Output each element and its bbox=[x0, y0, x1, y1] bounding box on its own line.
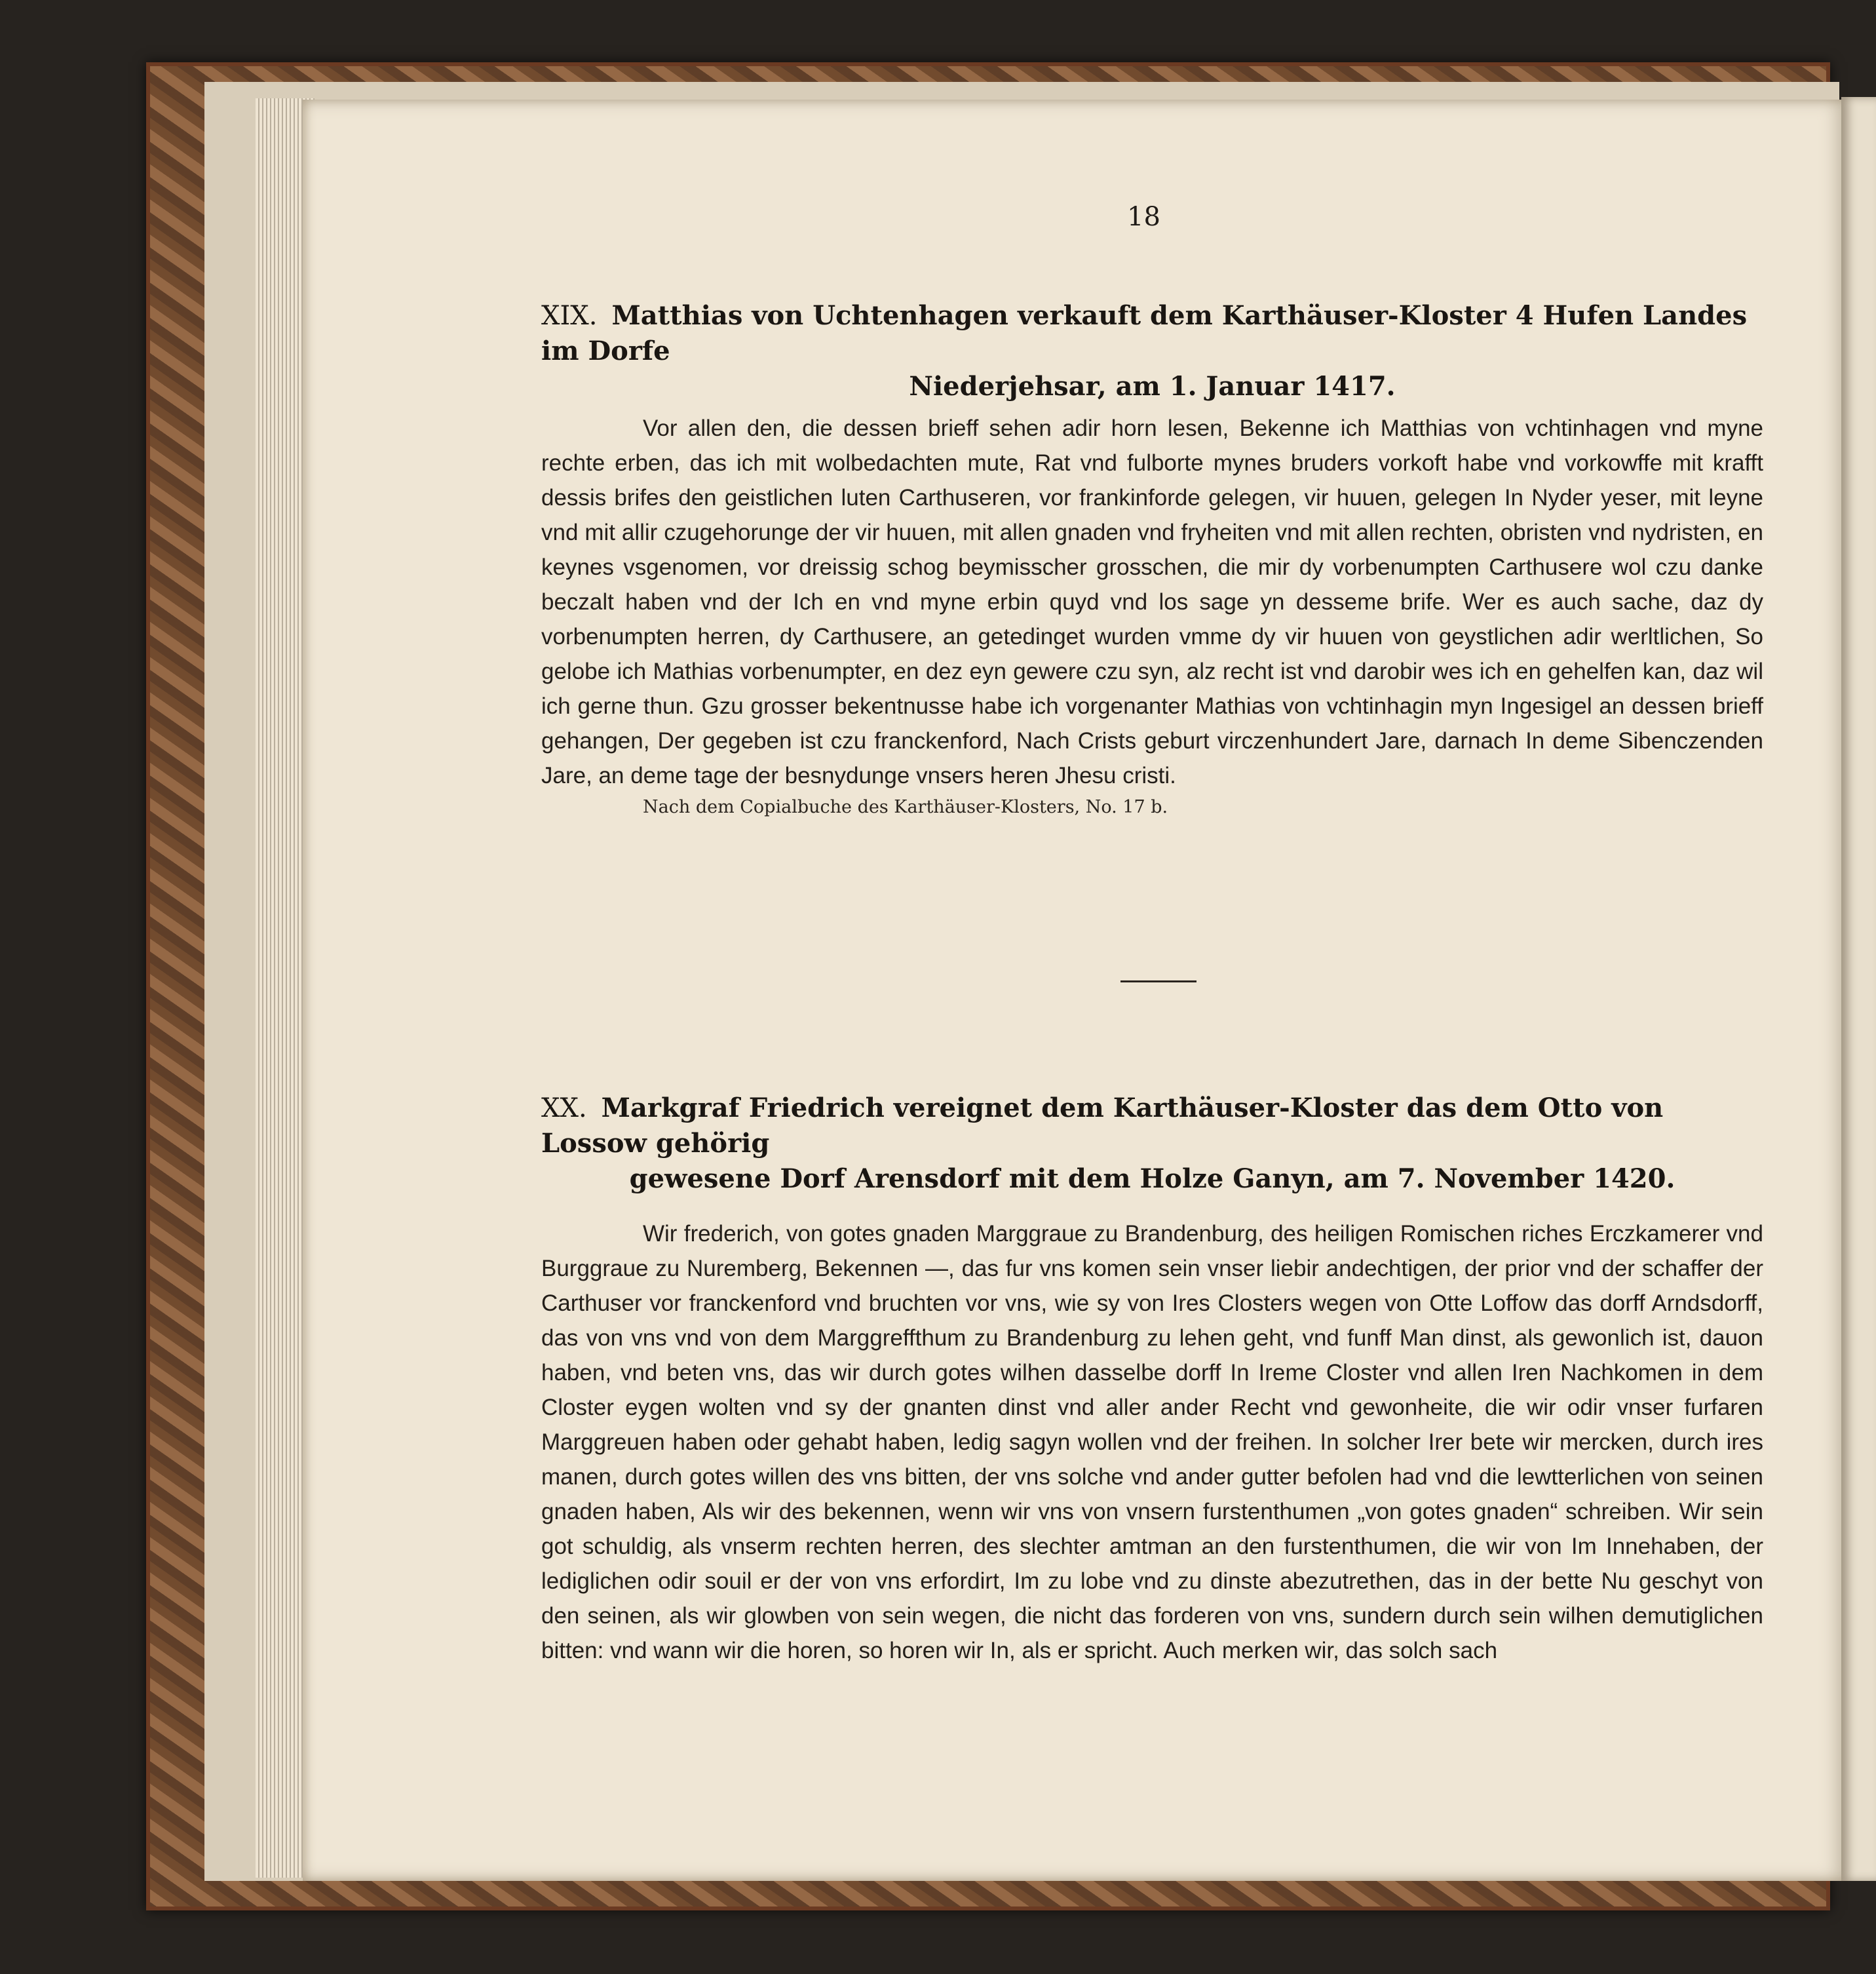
document-heading bbox=[541, 298, 1763, 404]
source-note: Nach dem Copialbuche des Karthäuser-Klosters, No. 17 b. bbox=[643, 797, 1168, 817]
heading-line-2: Niederjehsar, am 1. Januar 1417. bbox=[909, 371, 1396, 402]
heading-line-2: gewesene Dorf Arensdorf mit dem Holze Ganyn, am 7. November 1420. bbox=[629, 1163, 1675, 1194]
document-xx bbox=[541, 1091, 1763, 1668]
facing-page-edge bbox=[1841, 97, 1876, 1881]
heading-line-1: Matthias von Uchtenhagen verkauft dem Karthäuser-Kloster 4 Hufen Landes im Dorfe bbox=[541, 300, 1748, 366]
document-number: XX. bbox=[541, 1093, 587, 1123]
document-xix bbox=[541, 298, 1763, 817]
body-paragraph: Vor allen den, die dessen brieff sehen adir horn lesen, Bekenne ich Matthias von vchtinhagen vnd myne rechte erben, das ich mit wolbedachten mute, Rat vnd fulborte mynes bruders vorkoft habe vnd vorkowffe mit krafft dessis brifes den geistlichen luten Carthuseren, vor frankinforde gelegen, vir huuen, gelegen In Nyder yeser, mit leyne vnd mit allir czugehorunge der vir huuen, mit allen gnaden vnd fryheiten vnd mit allen rechten, obristen vnd nydristen, en keynes vsgenomen, vor dreissig schog beymisscher grosschen, die mir dy vorbenumpten Carthusere wol czu danke beczalt haben vnd der Ich en vnd myne erbin quyd vnd los sage yn desseme brife. Wer es auch sache, daz dy vorbenumpten herren, dy Carthusere, an getedinget wurden vmme dy vir huuen von geystlichen adir werltlichen, So gelobe ich Mathias vorbenumpter, en dez eyn gewere czu syn, alz recht ist vnd darobir wes ich en gehelfen kan, daz wil ich gerne thun. Gzu grosser bekentnusse habe ich vorgenanter Mathias von vchtinhagin myn Ingesigel an dessen brieff gehangen, Der gegeben ist czu franckenford, Nach Crists geburt virczenhundert Jare, darnach In deme Sibenczenden Jare, an deme tage der besnydunge vnsers heren Jhesu cristi. bbox=[541, 416, 1763, 788]
document-heading bbox=[541, 1091, 1763, 1197]
document-body bbox=[541, 1216, 1763, 1668]
body-paragraph: Wir frederich, von gotes gnaden Marggraue zu Brandenburg, des heiligen Romischen riches Erczkamerer vnd Burggraue zu Nuremberg, Bekennen —, das fur vns komen sein vnser liebir andechtigen, der prior vnd der schaffer der Carthuser vor franckenford vnd bruchten vor vns, wie sy von Ires Closters wegen von Otte Loffow das dorff Arndsdorff, das von vns vnd von dem Marggreffthum zu Brandenburg zu lehen geht, vnd funff Man dinst, als gewonlich ist, dauon haben, vnd beten vns, das wir durch gotes wilhen dasselbe dorff In Ireme Closter vnd allen Iren Nachkomen in dem Closter eygen wolten vnd sy der gnanten dinst vnd aller ander Recht vnd gewonheite, die wir odir vnser furfaren Marggreuen haben oder gehabt haben, ledig sagyn wollen vnd der freihen. In solcher Irer bete wir mercken, durch ires manen, durch gotes willen des vns bitten, der vns solche vnd ander gutter befolen had vnd die lewtterlichen von seinen gnaden haben, Als wir des bekennen, wenn wir vns von vnsern furstenthumen „von gotes gnaden“ schreiben. Wir sein got schuldig, als vnserm rechten herren, des slechter amtman an den furstenthumen, die wir von Im Innehaben, der lediglichen odir souil er der von vns erfordirt, Im zu lobe vnd zu dinste abezutrethen, das in der bette Nu geschyt von den seinen, als wir glowben von sein wegen, die nicht das forderen von vns, sundern durch sein wilhen demutiglichen bitten: vnd wann wir die horen, so horen wir In, als er spricht. Auch merken wir, das solch sach bbox=[541, 1221, 1763, 1663]
document-body bbox=[541, 411, 1763, 793]
document-number: XIX. bbox=[541, 301, 598, 331]
section-divider bbox=[1120, 980, 1196, 982]
page-number: 18 bbox=[1127, 202, 1160, 232]
heading-line-1: Markgraf Friedrich vereignet dem Karthäuser-Kloster das dem Otto von Lossow gehörig bbox=[541, 1093, 1664, 1159]
